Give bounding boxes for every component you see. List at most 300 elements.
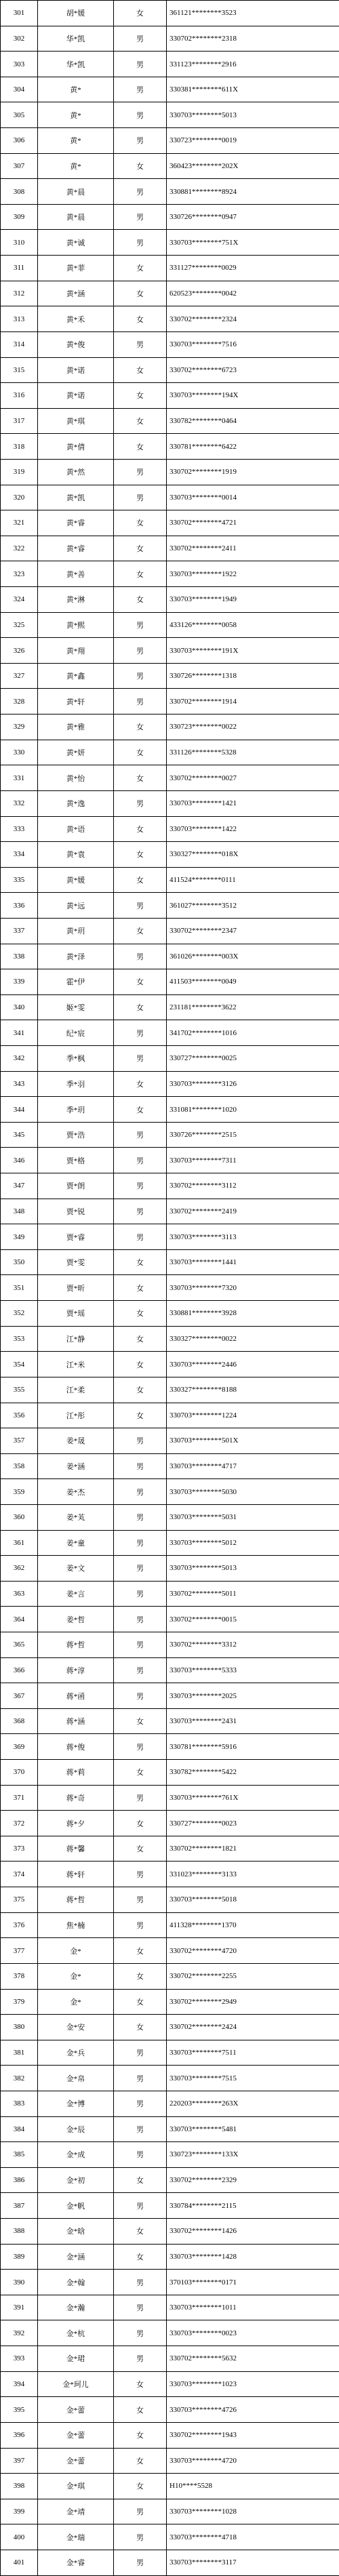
row-number: 341 bbox=[1, 1020, 38, 1046]
row-name: 黄*诺 bbox=[38, 357, 114, 383]
row-gender: 男 bbox=[114, 2270, 167, 2295]
row-id-number: 330703********5013 bbox=[167, 102, 339, 128]
row-id-number: 361121********3523 bbox=[167, 1, 339, 26]
row-name: 黄*远 bbox=[38, 893, 114, 919]
row-name: 蒋*涵 bbox=[38, 1708, 114, 1734]
row-id-number: 330726********1318 bbox=[167, 663, 339, 689]
row-number: 358 bbox=[1, 1453, 38, 1479]
row-name: 黄*然 bbox=[38, 459, 114, 485]
row-number: 350 bbox=[1, 1249, 38, 1275]
row-name: 黄*诺 bbox=[38, 383, 114, 409]
row-gender: 男 bbox=[114, 893, 167, 919]
row-name: 焦*楠 bbox=[38, 1912, 114, 1938]
table-row bbox=[1, 1504, 339, 1530]
row-number: 397 bbox=[1, 2448, 38, 2474]
table-row bbox=[1, 2320, 339, 2346]
row-name: 贾*昕 bbox=[38, 1275, 114, 1301]
table-row bbox=[1, 638, 339, 664]
row-id-number: 330703********1028 bbox=[167, 2499, 339, 2524]
row-name: 姜*杰 bbox=[38, 1479, 114, 1505]
row-id-number: 411328********1370 bbox=[167, 1912, 339, 1938]
row-id-number: 330703********501X bbox=[167, 1428, 339, 1454]
row-id-number: 361026********003X bbox=[167, 944, 339, 969]
row-gender: 男 bbox=[114, 2346, 167, 2372]
row-id-number: 330702********2329 bbox=[167, 2167, 339, 2193]
row-id-number: 330703********1421 bbox=[167, 790, 339, 816]
row-gender: 男 bbox=[114, 485, 167, 510]
row-name: 金*涵 bbox=[38, 2244, 114, 2270]
table-row bbox=[1, 1708, 339, 1734]
table-row bbox=[1, 969, 339, 995]
row-gender: 男 bbox=[114, 1504, 167, 1530]
row-id-number: 330381********611X bbox=[167, 77, 339, 102]
table-row bbox=[1, 1760, 339, 1786]
row-name: 黄*晨 bbox=[38, 179, 114, 205]
table-row bbox=[1, 1836, 339, 1861]
row-id-number: 330703********7320 bbox=[167, 1275, 339, 1301]
row-gender: 男 bbox=[114, 2066, 167, 2091]
row-gender: 男 bbox=[114, 2040, 167, 2066]
row-name: 黄* bbox=[38, 128, 114, 154]
row-name: 纪*宸 bbox=[38, 1020, 114, 1046]
table-row bbox=[1, 1249, 339, 1275]
row-name: 金*蕾 bbox=[38, 2448, 114, 2474]
row-id-number: 341702********1016 bbox=[167, 1020, 339, 1046]
row-id-number: 330327********018X bbox=[167, 842, 339, 868]
row-id-number: 330703********1441 bbox=[167, 1249, 339, 1275]
row-id-number: 330703********2446 bbox=[167, 1352, 339, 1377]
row-number: 401 bbox=[1, 2550, 38, 2575]
row-name: 蒋*夕 bbox=[38, 1811, 114, 1836]
row-id-number: 330703********1224 bbox=[167, 1403, 339, 1428]
row-name: 金*杭 bbox=[38, 2320, 114, 2346]
row-gender: 女 bbox=[114, 1071, 167, 1097]
row-gender: 男 bbox=[114, 1428, 167, 1454]
table-row bbox=[1, 867, 339, 893]
row-number: 306 bbox=[1, 128, 38, 154]
row-id-number: 330702********5632 bbox=[167, 2346, 339, 2372]
row-gender: 女 bbox=[114, 587, 167, 613]
row-gender: 女 bbox=[114, 2244, 167, 2270]
row-id-number: 330702********5011 bbox=[167, 1581, 339, 1607]
table-row bbox=[1, 2295, 339, 2320]
row-gender: 女 bbox=[114, 2219, 167, 2245]
row-id-number: 330703********2025 bbox=[167, 1683, 339, 1709]
table-row bbox=[1, 1326, 339, 1352]
row-id-number: 330703********1428 bbox=[167, 2244, 339, 2270]
row-number: 348 bbox=[1, 1199, 38, 1224]
table-row bbox=[1, 2193, 339, 2219]
row-number: 371 bbox=[1, 1785, 38, 1811]
table-row bbox=[1, 1530, 339, 1556]
row-id-number: 220203********263X bbox=[167, 2091, 339, 2116]
row-number: 325 bbox=[1, 612, 38, 638]
row-gender: 男 bbox=[114, 1199, 167, 1224]
row-gender: 男 bbox=[114, 1173, 167, 1199]
row-number: 356 bbox=[1, 1403, 38, 1428]
row-name: 贾*浩 bbox=[38, 1122, 114, 1148]
row-name: 金*帛 bbox=[38, 2066, 114, 2091]
row-number: 387 bbox=[1, 2193, 38, 2219]
row-name: 蒋*莉 bbox=[38, 1760, 114, 1786]
row-id-number: 330702********2419 bbox=[167, 1199, 339, 1224]
row-gender: 男 bbox=[114, 2142, 167, 2168]
row-number: 327 bbox=[1, 663, 38, 689]
table-row bbox=[1, 179, 339, 205]
row-number: 311 bbox=[1, 256, 38, 281]
row-gender: 女 bbox=[114, 918, 167, 944]
row-gender: 男 bbox=[114, 1912, 167, 1938]
row-id-number: 330703********2431 bbox=[167, 1708, 339, 1734]
row-id-number: 330703********7511 bbox=[167, 2040, 339, 2066]
table-row bbox=[1, 2371, 339, 2397]
row-number: 395 bbox=[1, 2397, 38, 2423]
row-number: 377 bbox=[1, 1938, 38, 1964]
row-name: 黄*玥 bbox=[38, 918, 114, 944]
row-number: 313 bbox=[1, 306, 38, 332]
row-name: 江*彤 bbox=[38, 1403, 114, 1428]
row-number: 375 bbox=[1, 1887, 38, 1913]
row-number: 304 bbox=[1, 77, 38, 102]
table-row bbox=[1, 1, 339, 26]
table-row bbox=[1, 1811, 339, 1836]
row-id-number: 330703********191X bbox=[167, 638, 339, 664]
row-name: 黄* bbox=[38, 102, 114, 128]
row-id-number: 330702********3112 bbox=[167, 1173, 339, 1199]
row-gender: 女 bbox=[114, 357, 167, 383]
row-name: 金*靖 bbox=[38, 2499, 114, 2524]
table-row bbox=[1, 2244, 339, 2270]
row-id-number: 330703********3126 bbox=[167, 1071, 339, 1097]
row-gender: 男 bbox=[114, 1607, 167, 1632]
row-number: 393 bbox=[1, 2346, 38, 2372]
table-row bbox=[1, 994, 339, 1020]
row-number: 386 bbox=[1, 2167, 38, 2193]
table-row bbox=[1, 408, 339, 434]
row-gender: 男 bbox=[114, 1530, 167, 1556]
row-name: 黄*怡 bbox=[38, 765, 114, 791]
row-number: 391 bbox=[1, 2295, 38, 2320]
row-number: 314 bbox=[1, 331, 38, 357]
row-id-number: 330703********751X bbox=[167, 230, 339, 256]
table-row bbox=[1, 2167, 339, 2193]
row-number: 328 bbox=[1, 689, 38, 715]
row-gender: 女 bbox=[114, 281, 167, 306]
row-number: 342 bbox=[1, 1045, 38, 1071]
row-id-number: 330726********2515 bbox=[167, 1122, 339, 1148]
row-name: 江*静 bbox=[38, 1326, 114, 1352]
row-name: 黄*诚 bbox=[38, 230, 114, 256]
table-row bbox=[1, 1020, 339, 1046]
table-row bbox=[1, 1403, 339, 1428]
row-gender: 女 bbox=[114, 842, 167, 868]
row-gender: 女 bbox=[114, 256, 167, 281]
table-row bbox=[1, 1632, 339, 1658]
row-name: 金*瀚 bbox=[38, 2295, 114, 2320]
row-gender: 男 bbox=[114, 459, 167, 485]
row-gender: 男 bbox=[114, 944, 167, 969]
row-gender: 女 bbox=[114, 2474, 167, 2499]
row-number: 318 bbox=[1, 434, 38, 460]
row-id-number: 330703********1011 bbox=[167, 2295, 339, 2320]
row-name: 贾*瑶 bbox=[38, 1301, 114, 1327]
row-name: 黄*晨 bbox=[38, 204, 114, 230]
table-row bbox=[1, 2270, 339, 2295]
row-id-number: 330703********5018 bbox=[167, 1887, 339, 1913]
row-name: 金* bbox=[38, 1963, 114, 1989]
row-name: 金* bbox=[38, 1938, 114, 1964]
row-name: 胡*媛 bbox=[38, 1, 114, 26]
row-name: 华*凯 bbox=[38, 26, 114, 52]
row-number: 310 bbox=[1, 230, 38, 256]
row-id-number: 330703********5013 bbox=[167, 1556, 339, 1582]
row-name: 蒋*函 bbox=[38, 1683, 114, 1709]
table-row bbox=[1, 612, 339, 638]
table-row bbox=[1, 434, 339, 460]
row-number: 321 bbox=[1, 510, 38, 536]
row-name: 黄*袁 bbox=[38, 842, 114, 868]
row-id-number: 330703********0014 bbox=[167, 485, 339, 510]
row-number: 378 bbox=[1, 1963, 38, 1989]
table-row bbox=[1, 1453, 339, 1479]
row-gender: 女 bbox=[114, 408, 167, 434]
row-gender: 男 bbox=[114, 1479, 167, 1505]
row-number: 347 bbox=[1, 1173, 38, 1199]
table-row bbox=[1, 102, 339, 128]
row-gender: 女 bbox=[114, 1377, 167, 1403]
row-gender: 女 bbox=[114, 2167, 167, 2193]
table-row bbox=[1, 1989, 339, 2015]
row-name: 黄*轩 bbox=[38, 689, 114, 715]
row-name: 蒋*轩 bbox=[38, 1861, 114, 1887]
row-id-number: 330327********8188 bbox=[167, 1377, 339, 1403]
row-name: 黄*淋 bbox=[38, 587, 114, 613]
row-name: 金*晗 bbox=[38, 2219, 114, 2245]
table-row bbox=[1, 256, 339, 281]
table-row bbox=[1, 944, 339, 969]
row-name: 姜*文 bbox=[38, 1556, 114, 1582]
row-gender: 女 bbox=[114, 1403, 167, 1428]
row-id-number: 330781********5916 bbox=[167, 1734, 339, 1760]
row-id-number: 330702********1943 bbox=[167, 2422, 339, 2448]
row-number: 373 bbox=[1, 1836, 38, 1861]
row-gender: 女 bbox=[114, 1301, 167, 1327]
row-name: 华*凯 bbox=[38, 52, 114, 77]
row-number: 331 bbox=[1, 765, 38, 791]
row-id-number: 231181********3622 bbox=[167, 994, 339, 1020]
row-name: 黄*琪 bbox=[38, 408, 114, 434]
row-id-number: 330703********3117 bbox=[167, 2550, 339, 2575]
table-row bbox=[1, 52, 339, 77]
row-number: 326 bbox=[1, 638, 38, 664]
row-id-number: 330702********1821 bbox=[167, 1836, 339, 1861]
table-row bbox=[1, 1071, 339, 1097]
row-id-number: 330702********4720 bbox=[167, 1938, 339, 1964]
row-number: 307 bbox=[1, 153, 38, 179]
table-row bbox=[1, 459, 339, 485]
row-number: 366 bbox=[1, 1657, 38, 1683]
table-row bbox=[1, 1479, 339, 1505]
row-gender: 女 bbox=[114, 1760, 167, 1786]
table-row bbox=[1, 331, 339, 357]
table-row bbox=[1, 561, 339, 587]
row-name: 姜*童 bbox=[38, 1530, 114, 1556]
row-id-number: 331081********1020 bbox=[167, 1097, 339, 1123]
row-number: 340 bbox=[1, 994, 38, 1020]
table-row bbox=[1, 2066, 339, 2091]
row-id-number: 330703********3113 bbox=[167, 1224, 339, 1250]
row-number: 302 bbox=[1, 26, 38, 52]
row-gender: 男 bbox=[114, 1887, 167, 1913]
row-gender: 女 bbox=[114, 1708, 167, 1734]
table-row bbox=[1, 1352, 339, 1377]
row-gender: 女 bbox=[114, 2448, 167, 2474]
row-gender: 女 bbox=[114, 1352, 167, 1377]
row-id-number: 330723********0019 bbox=[167, 128, 339, 154]
row-name: 霍*伊 bbox=[38, 969, 114, 995]
row-number: 355 bbox=[1, 1377, 38, 1403]
table-row bbox=[1, 2524, 339, 2550]
row-name: 蒋*哲 bbox=[38, 1632, 114, 1658]
row-name: 贾*锐 bbox=[38, 1199, 114, 1224]
row-name: 江*米 bbox=[38, 1352, 114, 1377]
table-row bbox=[1, 587, 339, 613]
row-number: 381 bbox=[1, 2040, 38, 2066]
row-gender: 女 bbox=[114, 2371, 167, 2397]
row-id-number: 330702********2318 bbox=[167, 26, 339, 52]
row-gender: 女 bbox=[114, 536, 167, 561]
table-row bbox=[1, 1275, 339, 1301]
table-row bbox=[1, 1607, 339, 1632]
row-id-number: 330703********5012 bbox=[167, 1530, 339, 1556]
row-name: 黄*睿 bbox=[38, 510, 114, 536]
row-id-number: 330702********1919 bbox=[167, 459, 339, 485]
row-name: 黄*语 bbox=[38, 816, 114, 842]
row-number: 392 bbox=[1, 2320, 38, 2346]
row-gender: 女 bbox=[114, 1326, 167, 1352]
row-gender: 男 bbox=[114, 1657, 167, 1683]
row-name: 黄* bbox=[38, 77, 114, 102]
row-name: 黄*善 bbox=[38, 561, 114, 587]
row-number: 303 bbox=[1, 52, 38, 77]
table-row bbox=[1, 2015, 339, 2040]
row-gender: 男 bbox=[114, 612, 167, 638]
row-number: 376 bbox=[1, 1912, 38, 1938]
row-number: 309 bbox=[1, 204, 38, 230]
table-row bbox=[1, 1963, 339, 1989]
row-id-number: 330781********6422 bbox=[167, 434, 339, 460]
row-id-number: 330702********2347 bbox=[167, 918, 339, 944]
table-row bbox=[1, 485, 339, 510]
row-number: 362 bbox=[1, 1556, 38, 1582]
table-row bbox=[1, 2040, 339, 2066]
row-gender: 女 bbox=[114, 765, 167, 791]
row-id-number: 330723********133X bbox=[167, 2142, 339, 2168]
row-number: 345 bbox=[1, 1122, 38, 1148]
row-gender: 男 bbox=[114, 2295, 167, 2320]
row-gender: 男 bbox=[114, 128, 167, 154]
row-gender: 男 bbox=[114, 204, 167, 230]
row-number: 365 bbox=[1, 1632, 38, 1658]
row-id-number: 433126********0058 bbox=[167, 612, 339, 638]
row-gender: 女 bbox=[114, 969, 167, 995]
table-row bbox=[1, 2142, 339, 2168]
table-row bbox=[1, 2219, 339, 2245]
row-gender: 男 bbox=[114, 790, 167, 816]
row-name: 季*枫 bbox=[38, 1045, 114, 1071]
row-number: 372 bbox=[1, 1811, 38, 1836]
table-row bbox=[1, 2422, 339, 2448]
table-row bbox=[1, 153, 339, 179]
table-row bbox=[1, 2091, 339, 2116]
row-number: 400 bbox=[1, 2524, 38, 2550]
row-number: 390 bbox=[1, 2270, 38, 2295]
row-gender: 女 bbox=[114, 383, 167, 409]
table-row bbox=[1, 1657, 339, 1683]
row-number: 322 bbox=[1, 536, 38, 561]
row-gender: 男 bbox=[114, 1556, 167, 1582]
row-gender: 女 bbox=[114, 2397, 167, 2423]
row-id-number: 330702********2324 bbox=[167, 306, 339, 332]
row-name: 金*蕾 bbox=[38, 2422, 114, 2448]
row-number: 338 bbox=[1, 944, 38, 969]
row-number: 361 bbox=[1, 1530, 38, 1556]
row-gender: 女 bbox=[114, 2015, 167, 2040]
row-gender: 男 bbox=[114, 2499, 167, 2524]
row-number: 351 bbox=[1, 1275, 38, 1301]
row-number: 354 bbox=[1, 1352, 38, 1377]
row-number: 335 bbox=[1, 867, 38, 893]
row-id-number: 330727********0025 bbox=[167, 1045, 339, 1071]
row-id-number: 330703********5333 bbox=[167, 1657, 339, 1683]
row-name: 金*帆 bbox=[38, 2193, 114, 2219]
table-row bbox=[1, 715, 339, 740]
row-id-number: 330703********5030 bbox=[167, 1479, 339, 1505]
row-name: 黄*菲 bbox=[38, 256, 114, 281]
table-row bbox=[1, 357, 339, 383]
table-row bbox=[1, 765, 339, 791]
row-name: 贾*雯 bbox=[38, 1249, 114, 1275]
table-row bbox=[1, 1045, 339, 1071]
row-id-number: 330703********5031 bbox=[167, 1504, 339, 1530]
row-name: 金* bbox=[38, 1989, 114, 2015]
row-gender: 男 bbox=[114, 2524, 167, 2550]
row-name: 金*安 bbox=[38, 2015, 114, 2040]
row-gender: 女 bbox=[114, 153, 167, 179]
row-id-number: 411524********0111 bbox=[167, 867, 339, 893]
row-id-number: 330727********0023 bbox=[167, 1811, 339, 1836]
row-gender: 女 bbox=[114, 434, 167, 460]
row-gender: 女 bbox=[114, 1989, 167, 2015]
row-name: 金*琪 bbox=[38, 2474, 114, 2499]
row-gender: 男 bbox=[114, 2116, 167, 2142]
row-number: 336 bbox=[1, 893, 38, 919]
row-number: 374 bbox=[1, 1861, 38, 1887]
row-number: 379 bbox=[1, 1989, 38, 2015]
row-name: 黄*逸 bbox=[38, 790, 114, 816]
row-gender: 男 bbox=[114, 2193, 167, 2219]
row-gender: 男 bbox=[114, 1148, 167, 1173]
row-gender: 男 bbox=[114, 179, 167, 205]
table-row bbox=[1, 1224, 339, 1250]
row-number: 301 bbox=[1, 1, 38, 26]
table-row bbox=[1, 510, 339, 536]
row-gender: 男 bbox=[114, 1734, 167, 1760]
table-row bbox=[1, 1581, 339, 1607]
row-name: 黄* bbox=[38, 153, 114, 179]
row-name: 黄*睿 bbox=[38, 536, 114, 561]
row-gender: 男 bbox=[114, 1683, 167, 1709]
